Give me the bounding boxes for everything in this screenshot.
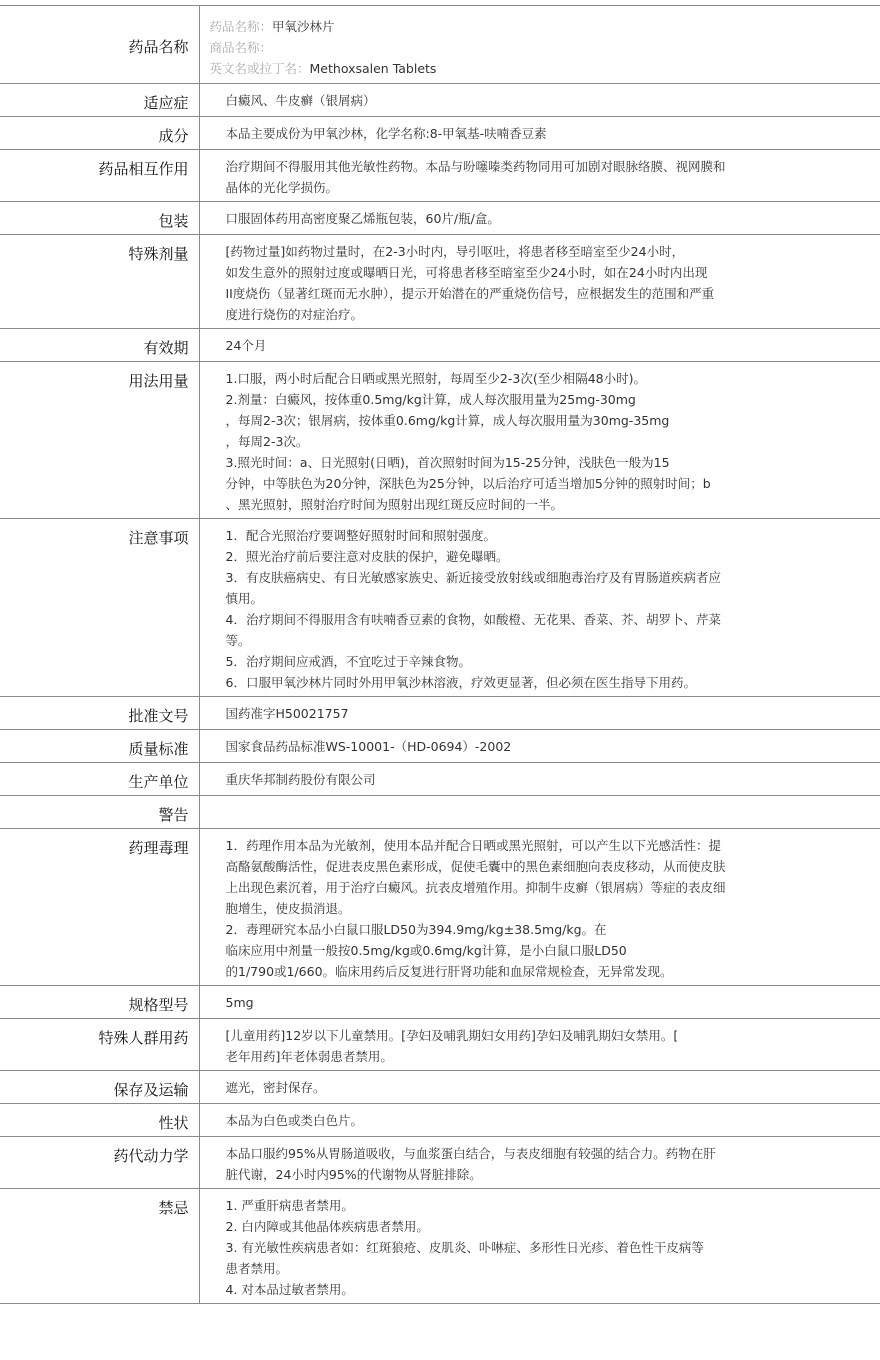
content-line: 4．治疗期间不得服用含有呋喃香豆素的食物，如酸橙、无花果、香菜、芥、胡罗卜、芹菜 xyxy=(225,612,721,627)
table-row xyxy=(0,730,880,763)
field-key: 商品名称： xyxy=(209,40,273,55)
row-label: 批准文号 xyxy=(0,697,199,730)
content-line: 老年用药]年老体弱患者禁用。 xyxy=(225,1049,393,1064)
content-line: 6．口服甲氧沙林片同时外用甲氧沙林溶液，疗效更显著，但必须在医生指导下用药。 xyxy=(225,675,696,690)
content-line: 分钟，中等肤色为20分钟，深肤色为25分钟，以后治疗可适当增加5分钟的照射时间；b xyxy=(225,476,711,491)
table-row xyxy=(0,235,880,329)
row-label: 生产单位 xyxy=(0,763,199,796)
table-row xyxy=(0,6,880,84)
content-line: 高酪氨酸酶活性，促进表皮黑色素形成，促使毛囊中的黑色素细胞向表皮移动，从而使皮肤 xyxy=(225,859,726,874)
table-row xyxy=(0,1104,880,1137)
row-label: 禁忌 xyxy=(0,1189,199,1304)
table-row xyxy=(0,117,880,150)
content-line: ，每周2-3次；银屑病，按体重0.6mg/kg计算，成人每次服用量为30mg-35mg xyxy=(225,413,670,428)
row-content xyxy=(199,235,880,329)
content-line: 患者禁用。 xyxy=(225,1261,289,1276)
row-label: 规格型号 xyxy=(0,986,199,1019)
row-label: 保存及运输 xyxy=(0,1071,199,1104)
content-line: 国药准字H50021757 xyxy=(225,706,349,721)
table-row xyxy=(0,84,880,117)
table-row xyxy=(0,1019,880,1071)
table-row xyxy=(0,329,880,362)
row-content xyxy=(199,986,880,1019)
name-field xyxy=(210,16,880,37)
content-line: 脏代谢，24小时内95%的代谢物从肾脏排除。 xyxy=(225,1167,482,1182)
table-row xyxy=(0,697,880,730)
field-value: Methoxsalen Tablets xyxy=(309,61,437,76)
content-line: 1. 严重肝病患者禁用。 xyxy=(225,1198,354,1213)
row-content xyxy=(199,796,880,829)
table-row xyxy=(0,362,880,519)
content-line: 上出现色素沉着，用于治疗白癜风。抗表皮增殖作用。抑制牛皮癣（银屑病）等症的表皮细 xyxy=(225,880,726,895)
row-label: 包装 xyxy=(0,202,199,235)
row-content xyxy=(199,117,880,150)
row-content xyxy=(199,763,880,796)
content-line: 3. 有光敏性疾病患者如：红斑狼疮、皮肌炎、卟啉症、多形性日光疹、着色性干皮病等 xyxy=(225,1240,704,1255)
row-label: 注意事项 xyxy=(0,519,199,697)
content-line: 5．治疗期间应戒酒，不宜吃过于辛辣食物。 xyxy=(225,654,471,669)
content-line: 2. 白内障或其他晶体疾病患者禁用。 xyxy=(225,1219,429,1234)
row-content xyxy=(199,1071,880,1104)
row-content xyxy=(199,202,880,235)
content-line: 3．有皮肤癌病史、有日光敏感家族史、新近接受放射线或细胞毒治疗及有胃肠道疾病者应 xyxy=(225,570,721,585)
content-line: 如发生意外的照射过度或曝晒日光，可将患者移至暗室至少24小时，如在24小时内出现 xyxy=(225,265,708,280)
content-line: 治疗期间不得服用其他光敏性药物。本品与吩噻嗪类药物同用可加剧对眼脉络膜、视网膜和 xyxy=(225,159,726,174)
name-field xyxy=(210,58,880,79)
field-key: 英文名或拉丁名： xyxy=(209,61,310,76)
content-line: II度烧伤（显著红斑而无水肿），提示开始潜在的严重烧伤信号，应根据发生的范围和严重 xyxy=(225,286,715,301)
row-label: 用法用量 xyxy=(0,362,199,519)
content-line: 慎用。 xyxy=(225,591,264,606)
content-line: 2．照光治疗前后要注意对皮肤的保护，避免曝晒。 xyxy=(225,549,509,564)
row-content xyxy=(199,697,880,730)
table-row xyxy=(0,1071,880,1104)
table-row xyxy=(0,1137,880,1189)
field-value: 甲氧沙林片 xyxy=(272,19,335,34)
content-line: ，每周2-3次。 xyxy=(225,434,309,449)
content-line: 本品主要成份为甲氧沙林，化学名称:8-甲氧基-呋喃香豆素 xyxy=(225,126,547,141)
content-line: 的1/790或1/660。临床用药后反复进行肝肾功能和血尿常规检查，无异常发现。 xyxy=(225,964,673,979)
row-content xyxy=(199,329,880,362)
row-label: 特殊人群用药 xyxy=(0,1019,199,1071)
content-line: 1．药理作用本品为光敏剂，使用本品并配合日晒或黑光照射，可以产生以下光感活性：提 xyxy=(225,838,721,853)
content-line: 白癜风、牛皮癣（银屑病） xyxy=(225,93,376,108)
table-row xyxy=(0,986,880,1019)
content-line: 口服固体药用高密度聚乙烯瓶包装，60片/瓶/盒。 xyxy=(225,211,500,226)
row-label: 警告 xyxy=(0,796,199,829)
row-content xyxy=(199,1019,880,1071)
row-content xyxy=(199,519,880,697)
content-line: 、黑光照射，照射治疗时间为照射出现红斑反应时间的一半。 xyxy=(225,497,564,512)
table-row xyxy=(0,202,880,235)
content-line: 24个月 xyxy=(225,338,267,353)
row-content xyxy=(199,6,880,84)
row-label: 药品名称 xyxy=(0,6,199,84)
content-line: 本品口服约95%从胃肠道吸收，与血浆蛋白结合，与表皮细胞有较强的结合力。药物在肝 xyxy=(225,1146,716,1161)
row-label: 有效期 xyxy=(0,329,199,362)
row-label: 性状 xyxy=(0,1104,199,1137)
content-line: 5mg xyxy=(225,995,254,1010)
table-row xyxy=(0,796,880,829)
row-content xyxy=(199,1137,880,1189)
content-line: 等。 xyxy=(225,633,251,648)
row-content xyxy=(199,1189,880,1304)
content-line: [药物过量]如药物过量时，在2-3小时内，导引呕吐，将患者移至暗室至少24小时， xyxy=(225,244,685,259)
row-label: 适应症 xyxy=(0,84,199,117)
content-line: 3.照光时间：a、日光照射(日晒)，首次照射时间为15-25分钟，浅肤色一般为15 xyxy=(225,455,670,470)
drug-info-table xyxy=(0,5,880,1304)
row-label: 药代动力学 xyxy=(0,1137,199,1189)
content-line: 胞增生，使皮损消退。 xyxy=(225,901,351,916)
row-content xyxy=(199,730,880,763)
table-row xyxy=(0,150,880,202)
row-label: 质量标准 xyxy=(0,730,199,763)
field-key: 药品名称： xyxy=(209,19,273,34)
content-line: 本品为白色或类白色片。 xyxy=(225,1113,364,1128)
table-row xyxy=(0,519,880,697)
row-label: 药理毒理 xyxy=(0,829,199,986)
row-content xyxy=(199,1104,880,1137)
table-row xyxy=(0,763,880,796)
row-label: 药品相互作用 xyxy=(0,150,199,202)
content-line: 1．配合光照治疗要调整好照射时间和照射强度。 xyxy=(225,528,496,543)
content-line: 晶体的光化学损伤。 xyxy=(225,180,339,195)
name-field xyxy=(210,37,880,58)
content-line: 临床应用中剂量一般按0.5mg/kg或0.6mg/kg计算，是小白鼠口服LD50 xyxy=(225,943,627,958)
content-line: 2．毒理研究本品小白鼠口服LD50为394.9mg/kg±38.5mg/kg。在 xyxy=(225,922,607,937)
content-line: 度进行烧伤的对症治疗。 xyxy=(225,307,364,322)
content-line: [儿童用药]12岁以下儿童禁用。[孕妇及哺乳期妇女用药]孕妇及哺乳期妇女禁用。[ xyxy=(225,1028,679,1043)
content-line: 1.口服，两小时后配合日晒或黑光照射，每周至少2-3次(至少相隔48小时)。 xyxy=(225,371,647,386)
row-content xyxy=(199,829,880,986)
content-line: 国家食品药品标准WS-10001-（HD-0694）-2002 xyxy=(225,739,512,754)
table-row xyxy=(0,829,880,986)
table-row xyxy=(0,1189,880,1304)
content-line: 2.剂量：白癜风，按体重0.5mg/kg计算，成人每次服用量为25mg-30mg xyxy=(225,392,636,407)
content-line: 遮光，密封保存。 xyxy=(225,1080,326,1095)
row-content xyxy=(199,84,880,117)
row-content xyxy=(199,150,880,202)
row-label: 特殊剂量 xyxy=(0,235,199,329)
row-label: 成分 xyxy=(0,117,199,150)
content-line: 重庆华邦制药股份有限公司 xyxy=(225,772,376,787)
content-line: 4. 对本品过敏者禁用。 xyxy=(225,1282,354,1297)
row-content xyxy=(199,362,880,519)
